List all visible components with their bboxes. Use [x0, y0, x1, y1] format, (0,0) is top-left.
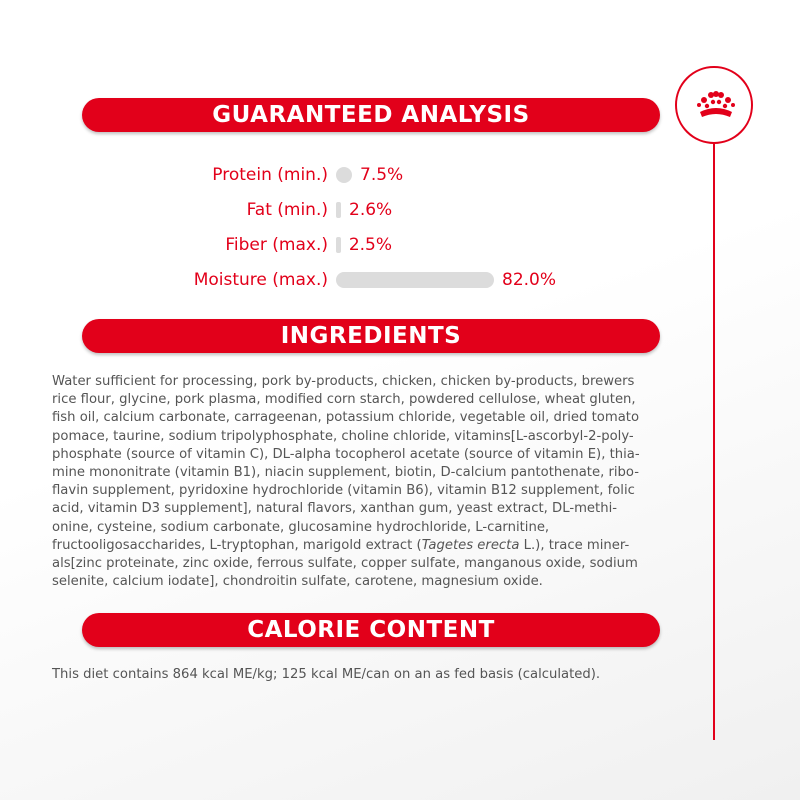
analysis-bar	[336, 272, 494, 288]
ingredients-header: INGREDIENTS	[82, 319, 660, 353]
ingredients-line: mine mononitrate (vitamin B1), niacin supplement, biotin, D-calcium pantothenate, ribo-	[52, 465, 639, 481]
guaranteed-analysis-header: GUARANTEED ANALYSIS	[82, 98, 660, 132]
analysis-row	[0, 160, 800, 190]
ingredients-line: fish oil, calcium carbonate, carrageenan, potassium chloride, vegetable oil, dried tomato	[52, 410, 640, 426]
brand-badge	[675, 66, 753, 144]
ingredients-line: als[zinc proteinate, zinc oxide, ferrous sulfate, copper sulfate, manganous oxide, sodium	[52, 556, 638, 572]
ingredients-text-segment: L.), trace miner-	[519, 537, 630, 553]
ingredients-italic-species: Tagetes erecta	[421, 537, 520, 553]
analysis-row	[0, 230, 800, 260]
ingredients-line: pomace, taurine, sodium tripolyphosphate, choline chloride, vitamins[L-ascorbyl-2-poly-	[52, 428, 634, 444]
ingredients-line: rice flour, glycine, pork plasma, modified corn starch, powdered cellulose, wheat gluten,	[52, 392, 636, 408]
ingredients-text	[52, 373, 640, 591]
calorie-content-header: CALORIE CONTENT	[82, 613, 660, 647]
calorie-text: This diet contains 864 kcal ME/kg; 125 kcal ME/can on an as fed basis (calculated).	[52, 667, 601, 682]
analysis-label: Fiber (max.)	[225, 235, 328, 255]
analysis-value: 82.0%	[502, 270, 557, 290]
analysis-bar	[336, 237, 341, 253]
ingredients-line: selenite, calcium iodate], chondroitin sulfate, carotene, magnesium oxide.	[52, 574, 543, 590]
crown-icon	[696, 90, 736, 122]
ingredients-line: onine, cysteine, sodium carbonate, glucosamine hydrochloride, L-carnitine,	[52, 519, 550, 535]
ingredients-line: Water sufficient for processing, pork by-products, chicken, chicken by-products, brewers	[52, 374, 635, 389]
analysis-value: 7.5%	[360, 165, 404, 185]
analysis-label: Moisture (max.)	[193, 270, 328, 290]
analysis-row	[0, 265, 800, 295]
ingredients-text-segment: fructooligosaccharides, L-tryptophan, marigold extract (	[52, 537, 422, 553]
analysis-value: 2.6%	[349, 200, 393, 220]
ingredients-line: flavin supplement, pyridoxine hydrochloride (vitamin B6), vitamin B12 supplement, folic	[52, 483, 635, 499]
analysis-bar	[336, 167, 352, 183]
ingredients-line: acid, vitamin D3 supplement], natural flavors, xanthan gum, yeast extract, DL-methi-	[52, 501, 617, 517]
analysis-label: Protein (min.)	[212, 165, 328, 185]
ingredients-line	[52, 537, 640, 555]
analysis-label: Fat (min.)	[246, 200, 328, 220]
ingredients-line: phosphate (source of vitamin C), DL-alpha tocopherol acetate (source of vitamin E), thia-	[52, 446, 640, 462]
analysis-row	[0, 195, 800, 225]
analysis-bar	[336, 202, 341, 218]
analysis-value: 2.5%	[348, 235, 393, 255]
